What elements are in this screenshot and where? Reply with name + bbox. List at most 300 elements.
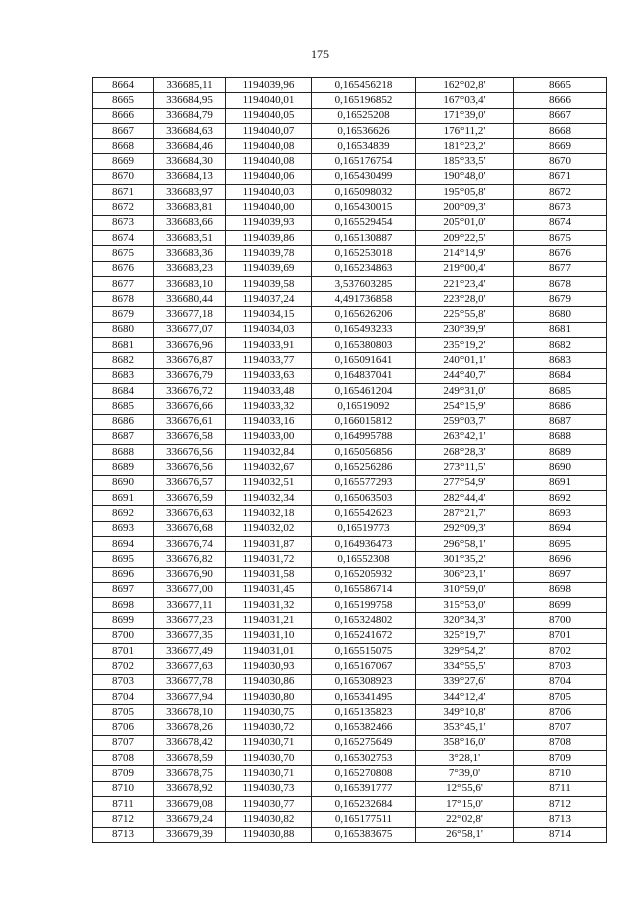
point-number-cell: 8694 [93, 536, 154, 551]
x-coordinate-cell: 336676,74 [154, 536, 226, 551]
distance-cell: 0,16536626 [312, 123, 416, 138]
next-point-cell: 8690 [514, 460, 607, 475]
point-number-cell: 8685 [93, 399, 154, 414]
next-point-cell: 8702 [514, 643, 607, 658]
distance-cell: 0,16519092 [312, 399, 416, 414]
x-coordinate-cell: 336676,90 [154, 567, 226, 582]
y-coordinate-cell: 1194039,69 [226, 261, 312, 276]
point-number-cell: 8672 [93, 200, 154, 215]
distance-cell: 0,165324802 [312, 613, 416, 628]
table-row [93, 827, 607, 842]
next-point-cell: 8667 [514, 108, 607, 123]
point-number-cell: 8670 [93, 169, 154, 184]
table-row [93, 429, 607, 444]
next-point-cell: 8703 [514, 659, 607, 674]
x-coordinate-cell: 336676,56 [154, 460, 226, 475]
page-number: 175 [311, 47, 329, 61]
x-coordinate-cell: 336677,07 [154, 322, 226, 337]
x-coordinate-cell: 336680,44 [154, 292, 226, 307]
next-point-cell: 8669 [514, 139, 607, 154]
y-coordinate-cell: 1194032,34 [226, 491, 312, 506]
x-coordinate-cell: 336684,95 [154, 93, 226, 108]
next-point-cell: 8691 [514, 475, 607, 490]
distance-cell: 0,165380803 [312, 338, 416, 353]
distance-cell: 0,165275649 [312, 735, 416, 750]
x-coordinate-cell: 336676,68 [154, 521, 226, 536]
point-number-cell: 8696 [93, 567, 154, 582]
x-coordinate-cell: 336677,78 [154, 674, 226, 689]
distance-cell: 0,165130887 [312, 230, 416, 245]
y-coordinate-cell: 1194030,70 [226, 751, 312, 766]
point-number-cell: 8690 [93, 475, 154, 490]
table-row [93, 506, 607, 521]
next-point-cell: 8692 [514, 491, 607, 506]
x-coordinate-cell: 336677,11 [154, 598, 226, 613]
distance-cell: 0,165091641 [312, 353, 416, 368]
bearing-cell: 259°03,7' [416, 414, 514, 429]
table-row [93, 613, 607, 628]
next-point-cell: 8681 [514, 322, 607, 337]
y-coordinate-cell: 1194032,18 [226, 506, 312, 521]
point-number-cell: 8713 [93, 827, 154, 842]
y-coordinate-cell: 1194031,10 [226, 628, 312, 643]
next-point-cell: 8698 [514, 582, 607, 597]
point-number-cell: 8665 [93, 93, 154, 108]
bearing-cell: 310°59,0' [416, 582, 514, 597]
point-number-cell: 8709 [93, 766, 154, 781]
distance-cell: 0,165577293 [312, 475, 416, 490]
point-number-cell: 8667 [93, 123, 154, 138]
distance-cell: 0,165586714 [312, 582, 416, 597]
table-row [93, 812, 607, 827]
next-point-cell: 8674 [514, 215, 607, 230]
next-point-cell: 8671 [514, 169, 607, 184]
distance-cell: 0,165302753 [312, 751, 416, 766]
y-coordinate-cell: 1194032,84 [226, 445, 312, 460]
y-coordinate-cell: 1194033,91 [226, 338, 312, 353]
x-coordinate-cell: 336678,42 [154, 735, 226, 750]
table-row [93, 460, 607, 475]
point-number-cell: 8710 [93, 781, 154, 796]
x-coordinate-cell: 336676,59 [154, 491, 226, 506]
distance-cell: 0,165430499 [312, 169, 416, 184]
y-coordinate-cell: 1194040,01 [226, 93, 312, 108]
x-coordinate-cell: 336676,79 [154, 368, 226, 383]
x-coordinate-cell: 336677,49 [154, 643, 226, 658]
next-point-cell: 8711 [514, 781, 607, 796]
point-number-cell: 8703 [93, 674, 154, 689]
x-coordinate-cell: 336676,82 [154, 552, 226, 567]
point-number-cell: 8707 [93, 735, 154, 750]
distance-cell: 4,491736858 [312, 292, 416, 307]
table-row [93, 123, 607, 138]
distance-cell: 0,165456218 [312, 78, 416, 93]
bearing-cell: 195°05,8' [416, 185, 514, 200]
bearing-cell: 325°19,7' [416, 628, 514, 643]
next-point-cell: 8693 [514, 506, 607, 521]
x-coordinate-cell: 336676,57 [154, 475, 226, 490]
next-point-cell: 8705 [514, 689, 607, 704]
y-coordinate-cell: 1194031,21 [226, 613, 312, 628]
point-number-cell: 8682 [93, 353, 154, 368]
next-point-cell: 8704 [514, 674, 607, 689]
bearing-cell: 263°42,1' [416, 429, 514, 444]
point-number-cell: 8664 [93, 78, 154, 93]
point-number-cell: 8676 [93, 261, 154, 276]
table-row [93, 185, 607, 200]
x-coordinate-cell: 336676,66 [154, 399, 226, 414]
table-row [93, 139, 607, 154]
point-number-cell: 8684 [93, 383, 154, 398]
point-number-cell: 8673 [93, 215, 154, 230]
bearing-cell: 358°16,0' [416, 735, 514, 750]
distance-cell: 0,165256286 [312, 460, 416, 475]
distance-cell: 0,166015812 [312, 414, 416, 429]
next-point-cell: 8700 [514, 613, 607, 628]
distance-cell: 0,16519773 [312, 521, 416, 536]
table-row [93, 307, 607, 322]
table-row [93, 582, 607, 597]
table-row [93, 292, 607, 307]
table-row [93, 276, 607, 291]
next-point-cell: 8682 [514, 338, 607, 353]
x-coordinate-cell: 336684,13 [154, 169, 226, 184]
point-number-cell: 8705 [93, 705, 154, 720]
x-coordinate-cell: 336679,39 [154, 827, 226, 842]
y-coordinate-cell: 1194031,01 [226, 643, 312, 658]
y-coordinate-cell: 1194030,88 [226, 827, 312, 842]
x-coordinate-cell: 336678,26 [154, 720, 226, 735]
distance-cell: 0,165234863 [312, 261, 416, 276]
bearing-cell: 26°58,1' [416, 827, 514, 842]
y-coordinate-cell: 1194030,80 [226, 689, 312, 704]
x-coordinate-cell: 336683,97 [154, 185, 226, 200]
next-point-cell: 8689 [514, 445, 607, 460]
next-point-cell: 8686 [514, 399, 607, 414]
x-coordinate-cell: 336677,18 [154, 307, 226, 322]
y-coordinate-cell: 1194039,58 [226, 276, 312, 291]
y-coordinate-cell: 1194033,16 [226, 414, 312, 429]
point-number-cell: 8678 [93, 292, 154, 307]
next-point-cell: 8677 [514, 261, 607, 276]
distance-cell: 0,16552308 [312, 552, 416, 567]
x-coordinate-cell: 336683,23 [154, 261, 226, 276]
y-coordinate-cell: 1194033,32 [226, 399, 312, 414]
distance-cell: 0,165341495 [312, 689, 416, 704]
table-row [93, 246, 607, 261]
point-number-cell: 8692 [93, 506, 154, 521]
distance-cell: 0,165382466 [312, 720, 416, 735]
x-coordinate-cell: 336677,00 [154, 582, 226, 597]
table-row [93, 169, 607, 184]
table-row [93, 200, 607, 215]
bearing-cell: 287°21,7' [416, 506, 514, 521]
point-number-cell: 8679 [93, 307, 154, 322]
table-row [93, 322, 607, 337]
distance-cell: 0,165626206 [312, 307, 416, 322]
y-coordinate-cell: 1194039,78 [226, 246, 312, 261]
bearing-cell: 315°53,0' [416, 598, 514, 613]
bearing-cell: 209°22,5' [416, 230, 514, 245]
bearing-cell: 225°55,8' [416, 307, 514, 322]
point-number-cell: 8681 [93, 338, 154, 353]
next-point-cell: 8668 [514, 123, 607, 138]
table-row [93, 689, 607, 704]
table-row [93, 93, 607, 108]
distance-cell: 0,165232684 [312, 796, 416, 811]
y-coordinate-cell: 1194039,86 [226, 230, 312, 245]
x-coordinate-cell: 336677,63 [154, 659, 226, 674]
bearing-cell: 240°01,1' [416, 353, 514, 368]
table-row [93, 674, 607, 689]
next-point-cell: 8687 [514, 414, 607, 429]
bearing-cell: 171°39,0' [416, 108, 514, 123]
bearing-cell: 244°40,7' [416, 368, 514, 383]
distance-cell: 0,165196852 [312, 93, 416, 108]
bearing-cell: 214°14,9' [416, 246, 514, 261]
y-coordinate-cell: 1194033,00 [226, 429, 312, 444]
x-coordinate-cell: 336679,24 [154, 812, 226, 827]
point-number-cell: 8688 [93, 445, 154, 460]
bearing-cell: 306°23,1' [416, 567, 514, 582]
bearing-cell: 167°03,4' [416, 93, 514, 108]
bearing-cell: 185°33,5' [416, 154, 514, 169]
distance-cell: 0,165056856 [312, 445, 416, 460]
x-coordinate-cell: 336677,23 [154, 613, 226, 628]
point-number-cell: 8706 [93, 720, 154, 735]
distance-cell: 0,165199758 [312, 598, 416, 613]
point-number-cell: 8698 [93, 598, 154, 613]
y-coordinate-cell: 1194040,06 [226, 169, 312, 184]
bearing-cell: 221°23,4' [416, 276, 514, 291]
bearing-cell: 3°28,1' [416, 751, 514, 766]
table-row [93, 766, 607, 781]
distance-cell: 0,164936473 [312, 536, 416, 551]
y-coordinate-cell: 1194037,24 [226, 292, 312, 307]
distance-cell: 0,165098032 [312, 185, 416, 200]
y-coordinate-cell: 1194032,67 [226, 460, 312, 475]
point-number-cell: 8697 [93, 582, 154, 597]
table-row [93, 751, 607, 766]
table-row [93, 643, 607, 658]
y-coordinate-cell: 1194031,45 [226, 582, 312, 597]
distance-cell: 0,165391777 [312, 781, 416, 796]
y-coordinate-cell: 1194031,58 [226, 567, 312, 582]
next-point-cell: 8685 [514, 383, 607, 398]
point-number-cell: 8691 [93, 491, 154, 506]
x-coordinate-cell: 336684,63 [154, 123, 226, 138]
bearing-cell: 205°01,0' [416, 215, 514, 230]
table-row [93, 353, 607, 368]
y-coordinate-cell: 1194040,08 [226, 154, 312, 169]
distance-cell: 0,165167067 [312, 659, 416, 674]
bearing-cell: 200°09,3' [416, 200, 514, 215]
distance-cell: 0,165383675 [312, 827, 416, 842]
bearing-cell: 230°39,9' [416, 322, 514, 337]
y-coordinate-cell: 1194040,08 [226, 139, 312, 154]
next-point-cell: 8695 [514, 536, 607, 551]
point-number-cell: 8695 [93, 552, 154, 567]
x-coordinate-cell: 336676,56 [154, 445, 226, 460]
table-row [93, 383, 607, 398]
bearing-cell: 254°15,9' [416, 399, 514, 414]
distance-cell: 0,165493233 [312, 322, 416, 337]
next-point-cell: 8684 [514, 368, 607, 383]
y-coordinate-cell: 1194033,77 [226, 353, 312, 368]
bearing-cell: 268°28,3' [416, 445, 514, 460]
table-row [93, 338, 607, 353]
next-point-cell: 8708 [514, 735, 607, 750]
table-row [93, 261, 607, 276]
table-row [93, 552, 607, 567]
distance-cell: 0,16525208 [312, 108, 416, 123]
x-coordinate-cell: 336676,72 [154, 383, 226, 398]
y-coordinate-cell: 1194030,86 [226, 674, 312, 689]
bearing-cell: 349°10,8' [416, 705, 514, 720]
bearing-cell: 296°58,1' [416, 536, 514, 551]
x-coordinate-cell: 336676,87 [154, 353, 226, 368]
table-row [93, 230, 607, 245]
table-row [93, 720, 607, 735]
next-point-cell: 8707 [514, 720, 607, 735]
bearing-cell: 219°00,4' [416, 261, 514, 276]
bearing-cell: 176°11,2' [416, 123, 514, 138]
point-number-cell: 8666 [93, 108, 154, 123]
x-coordinate-cell: 336683,10 [154, 276, 226, 291]
bearing-cell: 223°28,0' [416, 292, 514, 307]
x-coordinate-cell: 336677,94 [154, 689, 226, 704]
y-coordinate-cell: 1194030,72 [226, 720, 312, 735]
point-number-cell: 8675 [93, 246, 154, 261]
next-point-cell: 8694 [514, 521, 607, 536]
next-point-cell: 8680 [514, 307, 607, 322]
next-point-cell: 8666 [514, 93, 607, 108]
y-coordinate-cell: 1194040,07 [226, 123, 312, 138]
table-row [93, 491, 607, 506]
table-row [93, 475, 607, 490]
bearing-cell: 282°44,4' [416, 491, 514, 506]
bearing-cell: 181°23,2' [416, 139, 514, 154]
table-row [93, 735, 607, 750]
bearing-cell: 344°12,4' [416, 689, 514, 704]
y-coordinate-cell: 1194031,87 [226, 536, 312, 551]
next-point-cell: 8675 [514, 230, 607, 245]
next-point-cell: 8672 [514, 185, 607, 200]
next-point-cell: 8678 [514, 276, 607, 291]
y-coordinate-cell: 1194030,71 [226, 735, 312, 750]
y-coordinate-cell: 1194040,03 [226, 185, 312, 200]
table-row [93, 108, 607, 123]
distance-cell: 0,165461204 [312, 383, 416, 398]
y-coordinate-cell: 1194032,02 [226, 521, 312, 536]
table-row [93, 796, 607, 811]
bearing-cell: 339°27,6' [416, 674, 514, 689]
point-number-cell: 8702 [93, 659, 154, 674]
point-number-cell: 8677 [93, 276, 154, 291]
next-point-cell: 8699 [514, 598, 607, 613]
point-number-cell: 8704 [93, 689, 154, 704]
distance-cell: 0,165308923 [312, 674, 416, 689]
y-coordinate-cell: 1194033,48 [226, 383, 312, 398]
table-row [93, 567, 607, 582]
y-coordinate-cell: 1194030,82 [226, 812, 312, 827]
point-number-cell: 8686 [93, 414, 154, 429]
table-row [93, 521, 607, 536]
y-coordinate-cell: 1194031,72 [226, 552, 312, 567]
x-coordinate-cell: 336676,58 [154, 429, 226, 444]
bearing-cell: 12°55,6' [416, 781, 514, 796]
point-number-cell: 8701 [93, 643, 154, 658]
distance-cell: 0,165135823 [312, 705, 416, 720]
distance-cell: 3,537603285 [312, 276, 416, 291]
bearing-cell: 273°11,5' [416, 460, 514, 475]
y-coordinate-cell: 1194031,32 [226, 598, 312, 613]
table-row [93, 445, 607, 460]
x-coordinate-cell: 336678,92 [154, 781, 226, 796]
next-point-cell: 8713 [514, 812, 607, 827]
x-coordinate-cell: 336679,08 [154, 796, 226, 811]
x-coordinate-cell: 336683,81 [154, 200, 226, 215]
y-coordinate-cell: 1194030,71 [226, 766, 312, 781]
bearing-cell: 7°39,0' [416, 766, 514, 781]
bearing-cell: 162°02,8' [416, 78, 514, 93]
distance-cell: 0,165253018 [312, 246, 416, 261]
x-coordinate-cell: 336678,10 [154, 705, 226, 720]
x-coordinate-cell: 336678,75 [154, 766, 226, 781]
point-number-cell: 8711 [93, 796, 154, 811]
distance-cell: 0,165176754 [312, 154, 416, 169]
bearing-cell: 249°31,0' [416, 383, 514, 398]
bearing-cell: 301°35,2' [416, 552, 514, 567]
distance-cell: 0,16534839 [312, 139, 416, 154]
next-point-cell: 8688 [514, 429, 607, 444]
table-row [93, 399, 607, 414]
distance-cell: 0,165430015 [312, 200, 416, 215]
next-point-cell: 8714 [514, 827, 607, 842]
point-number-cell: 8669 [93, 154, 154, 169]
bearing-cell: 329°54,2' [416, 643, 514, 658]
next-point-cell: 8676 [514, 246, 607, 261]
table-row [93, 628, 607, 643]
distance-cell: 0,164837041 [312, 368, 416, 383]
y-coordinate-cell: 1194034,15 [226, 307, 312, 322]
table-row [93, 781, 607, 796]
x-coordinate-cell: 336676,61 [154, 414, 226, 429]
next-point-cell: 8712 [514, 796, 607, 811]
y-coordinate-cell: 1194033,63 [226, 368, 312, 383]
y-coordinate-cell: 1194040,05 [226, 108, 312, 123]
point-number-cell: 8674 [93, 230, 154, 245]
table-row [93, 705, 607, 720]
next-point-cell: 8683 [514, 353, 607, 368]
y-coordinate-cell: 1194030,77 [226, 796, 312, 811]
x-coordinate-cell: 336685,11 [154, 78, 226, 93]
distance-cell: 0,165542623 [312, 506, 416, 521]
x-coordinate-cell: 336677,35 [154, 628, 226, 643]
y-coordinate-cell: 1194040,00 [226, 200, 312, 215]
distance-cell: 0,165241672 [312, 628, 416, 643]
table-row [93, 536, 607, 551]
coordinates-table [92, 77, 607, 843]
x-coordinate-cell: 336676,96 [154, 338, 226, 353]
x-coordinate-cell: 336683,36 [154, 246, 226, 261]
table-row [93, 368, 607, 383]
bearing-cell: 190°48,0' [416, 169, 514, 184]
point-number-cell: 8671 [93, 185, 154, 200]
bearing-cell: 277°54,9' [416, 475, 514, 490]
y-coordinate-cell: 1194030,75 [226, 705, 312, 720]
bearing-cell: 353°45,1' [416, 720, 514, 735]
